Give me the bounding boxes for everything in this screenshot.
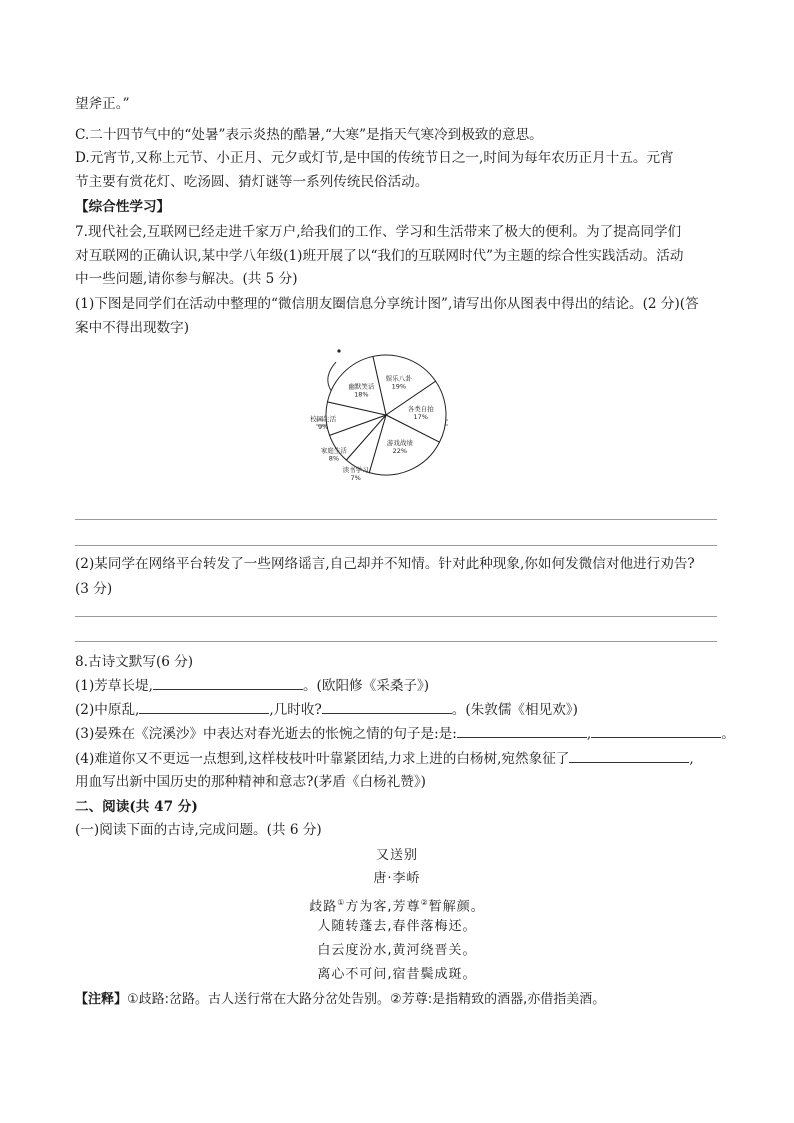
pie-category-label: 校园生活	[310, 414, 337, 423]
text-line: 望斧正。”	[75, 96, 130, 112]
prompt-text: ,	[586, 726, 592, 742]
prompt-text: (4)难道你又不更远一点想到,这样枝枝叶叶靠紧团结,力求上进的白杨树,宛然象征了	[75, 751, 570, 767]
prompt-text: ,几时收?	[269, 702, 322, 718]
poem-line: 白云度汾水,黄河绕晋关。	[317, 943, 477, 958]
fill-blank[interactable]	[591, 723, 721, 738]
annotation-label: 【注释】	[75, 992, 128, 1007]
answer-line[interactable]	[75, 545, 717, 546]
fill-blank[interactable]	[457, 723, 587, 738]
pie-category-label: 幽默笑话	[348, 382, 375, 391]
text-line: 案中不得出现数字)	[75, 320, 190, 336]
fill-blank[interactable]	[139, 699, 269, 714]
pie-value-label: 18%	[354, 390, 369, 399]
option-c: C.二十四节气中的“处暑”表示炎热的酷暑,“大寒”是指天气寒冷到极致的意思。	[75, 127, 543, 143]
fill-blank[interactable]	[569, 748, 689, 763]
pie-category-label: 读书学习	[342, 466, 369, 475]
fill-blank[interactable]	[322, 699, 452, 714]
poem-text: 歧路	[309, 899, 338, 915]
poem-line: 人随转蓬去,春伴落梅还。	[317, 919, 477, 934]
answer-line[interactable]	[75, 519, 717, 520]
annotation	[75, 990, 605, 1010]
poem-line: 离心不可问,宿昔鬓成斑。	[317, 967, 477, 982]
annotation-text: ①歧路:岔路。古人送行常在大路分岔处告别。②芳尊:是指精致的酒器,亦借指美酒。	[127, 992, 606, 1007]
pie-category-label: 娱乐八卦	[385, 374, 412, 383]
question-8-3	[75, 723, 735, 744]
pie-value-label: 8%	[328, 454, 340, 463]
footnote-marker: ②	[420, 898, 429, 907]
poem-title: 又送别	[375, 848, 418, 863]
prompt-text: 。	[721, 726, 735, 742]
text-line: 中一些问题,请你参与解决。(共 5 分)	[75, 271, 298, 287]
section-heading: 【综合性学习】	[75, 199, 171, 215]
text-line: 用血写出新中国历史的那种精神和意志?(茅盾《白杨礼赞》)	[75, 774, 426, 790]
prompt-text: (2)中原乱,	[75, 702, 140, 718]
pie-value-label: 22%	[392, 446, 408, 455]
pie-value-label: 7%	[350, 474, 361, 483]
poem-author: 唐·李峤	[373, 871, 421, 886]
text-line: (3 分)	[75, 581, 113, 597]
text-line: 对互联网的正确认识,某中学八年级(1)班开展了以“我们的互联网时代”为主题的综合性实践活动。活动	[75, 248, 684, 264]
pie-category-label: 家庭生活	[320, 446, 347, 455]
question-7-2: (2)某同学在网络平台转发了一些网络谣言,自己却并不知情。针对此种现象,你如何发微信对他进行劝告?	[75, 556, 695, 572]
pie-category-label: 游戏战绩	[386, 438, 413, 447]
text-line: 节主要有赏花灯、吃汤圆、猜灯谜等一系列传统民俗活动。	[75, 174, 429, 190]
question-7-1: (1)下图是同学们在活动中整理的“微信朋友圈信息分享统计图”,请写出你从图表中得出的结论。(2 分)(答	[75, 296, 699, 312]
poem-text: 方为客,芳尊	[345, 899, 421, 915]
source-text: 。(朱敦儒《相见欢》)	[451, 702, 578, 718]
option-d: D.元宵节,又称上元节、小正月、元夕或灯节,是中国的传统节日之一,时间为每年农历正月十五。元宵	[75, 150, 674, 166]
reading-intro: (一)阅读下面的古诗,完成问题。(共 6 分)	[75, 822, 322, 838]
pie-value-label: 17%	[413, 412, 428, 421]
pie-chart-svg	[310, 340, 456, 490]
answer-line[interactable]	[75, 616, 717, 617]
pie-chart	[310, 340, 456, 490]
answer-line[interactable]	[75, 641, 717, 642]
prompt-text: (3)晏殊在《浣溪沙》中表达对春光逝去的怅惋之情的句子是:是:	[75, 726, 457, 742]
pie-value-label: 19%	[391, 382, 407, 391]
question-7: 7.现代社会,互联网已经走进千家万户,给我们的工作、学习和生活带来了极大的便利。为了提高同学们	[75, 224, 682, 240]
question-8-2	[75, 699, 578, 720]
pie-category-label: 各类自拍	[407, 404, 434, 413]
source-text: 。(欧阳修《采桑子》)	[302, 678, 430, 694]
question-8-4	[75, 748, 694, 769]
pie-value-label: 9%	[317, 422, 329, 431]
prompt-text: (1)芳草长堤,	[75, 678, 153, 694]
prompt-text: ,	[689, 751, 694, 767]
poem-line	[0, 893, 794, 917]
question-8: 8.古诗文默写(6 分)	[75, 654, 194, 670]
footnote-marker: ①	[337, 898, 346, 907]
poem-text: 暂解颜。	[428, 899, 485, 915]
section-heading: 二、阅读(共 47 分)	[75, 799, 198, 815]
fill-blank[interactable]	[153, 675, 303, 690]
question-8-1	[75, 675, 429, 696]
